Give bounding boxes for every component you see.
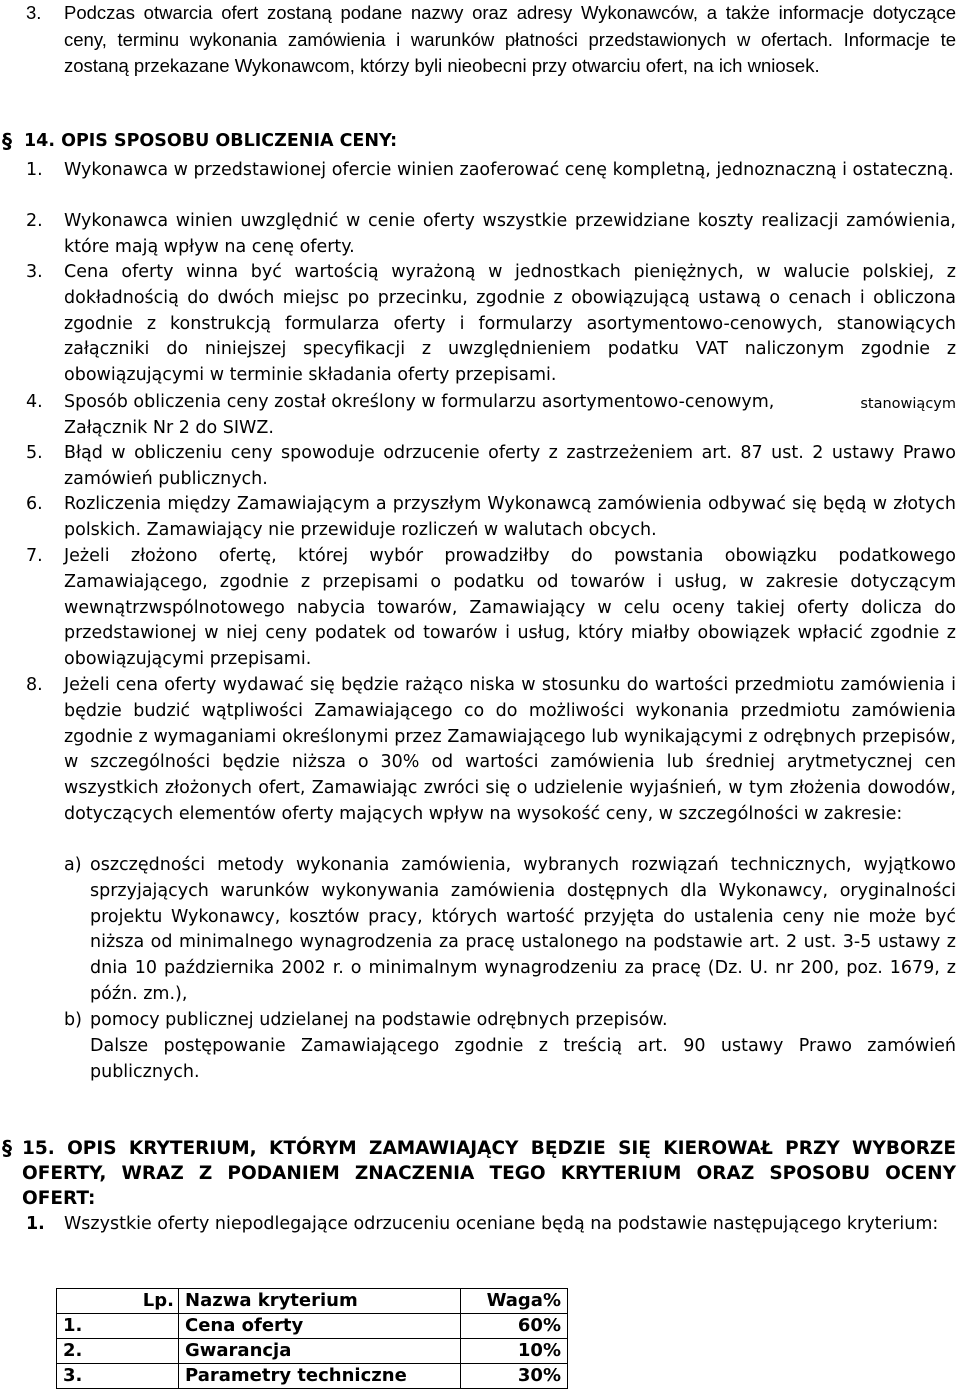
- sub-item-text: oszczędności metody wykonania zamówienia, wybranych rozwiązań technicznych, wyjątkowo sprzyjających warunków wykonywania zamówienia dostępnych dla Wykonawcy, oryginalności projektu Wykonawcy, kosztów pracy, których wartość przyjęta do ustalenia ceny nie może być niższa od minimalnego wynagrodzenia za pracę ustalonego na podstawie art. 2 ust. 3-5 ustawy z dnia 10 października 2002 r. o minimalnym wynagrodzeniu za pracę (Dz. U. nr 200, poz. 1679, z późn. zm.),: [90, 855, 956, 1004]
- sub-item-text: pomocy publicznej udzielanej na podstawie odrębnych przepisów.: [90, 1010, 668, 1030]
- paragraph-sign: §: [2, 1136, 12, 1160]
- sub-item-letter: a): [64, 855, 82, 875]
- list-number: 3.: [26, 262, 43, 282]
- table-row: [57, 1339, 568, 1364]
- list-text-end: Załącznik Nr 2 do SIWZ.: [64, 417, 274, 438]
- sub-item-letter: b): [64, 1010, 82, 1030]
- list-number: 2.: [26, 211, 43, 231]
- cell-weight: 30%: [461, 1364, 568, 1389]
- cell-lp: 1.: [57, 1314, 179, 1339]
- list-text: Jeżeli cena oferty wydawać się będzie rażąco niska w stosunku do wartości przedmiotu zamówienia i będzie budzić wątpliwości Zamawiającego co do możliwości wykonania przedmiotu zamówienia zgodnie z wymaganiami określonymi przez Zamawiającego lub wynikającymi z odrębnych przepisów, w szczególności będzie niższa o 30% od wartości zamówienia lub średniej arytmetycznej cen wszystkich złożonych ofert, Zamawiając zwróci się o udzielenie wyjaśnień, w tym złożenia dowodów, dotyczących elementów oferty mających wpływ na wysokość ceny, w szczególności w zakresie:: [64, 675, 956, 824]
- header-weight: Waga%: [461, 1289, 568, 1314]
- list-number: 1.: [26, 160, 43, 180]
- list-text: Podczas otwarcia ofert zostaną podane nazwy oraz adresy Wykonawców, a także informacje dotyczące ceny, terminu wykonania zamówienia i warunków płatności przedstawionych w ofertach. Informacje te zostaną przekazane Wykonawcom, którzy byli nieobecni przy otwarciu ofert, na ich wniosek.: [64, 2, 956, 76]
- list-number: 7.: [26, 546, 43, 566]
- cell-lp: 3.: [57, 1364, 179, 1389]
- list-text: Jeżeli złożono ofertę, której wybór prowadziłby do powstania obowiązku podatkowego Zamawiającego, zgodnie z przepisami o podatku od towarów i usług, w zakresie dotyczącym wewnątrzwspólnotowego nabycia towarów, Zamawiający w celu oceny takiej oferty dolicza do przedstawionej w niej ceny podatek od towarów i usług, który miałby obowiązek wpłacić zgodnie z obowiązującymi przepisami.: [64, 546, 956, 670]
- list-text: [64, 390, 956, 442]
- section-title: 14. OPIS SPOSOBU OBLICZENIA CENY:: [24, 131, 398, 151]
- section-title-text: 15. OPIS KRYTERIUM, KTÓRYM ZAMAWIAJĄCY BĘDZIE SIĘ KIEROWAŁ PRZY WYBORZE OFERTY, WRAZ Z PODANIEM ZNACZENIA TEGO KRYTERIUM ORAZ SPOSOBU OCENY OFERT:: [22, 1138, 956, 1209]
- list-text-small: stanowiącym: [860, 396, 956, 412]
- header-lp: Lp.: [57, 1289, 179, 1314]
- paragraph-sign: §: [2, 129, 12, 153]
- cell-name: Gwarancja: [179, 1339, 461, 1364]
- cell-weight: 10%: [461, 1339, 568, 1364]
- header-name: Nazwa kryterium: [179, 1289, 461, 1314]
- table-row: [57, 1314, 568, 1339]
- criteria-table: [56, 1288, 568, 1389]
- list-text: Rozliczenia między Zamawiającym a przyszłym Wykonawcą zamówienia odbywać się będą w złotych polskich. Zamawiający nie przewiduje rozliczeń w walutach obcych.: [64, 494, 956, 540]
- list-text: Wykonawca w przedstawionej ofercie winien zaoferować cenę kompletną, jednoznaczną i ostateczną.: [64, 160, 954, 180]
- list-number: 3.: [26, 2, 42, 23]
- list-number: 5.: [26, 443, 43, 463]
- table-row: [57, 1364, 568, 1389]
- list-text: Wszystkie oferty niepodlegające odrzuceniu oceniane będą na podstawie następującego kryterium:: [64, 1214, 939, 1234]
- list-text-main: Sposób obliczenia ceny został określony w formularzu asortymentowo-cenowym,: [64, 392, 775, 412]
- section-title: [22, 1136, 956, 1211]
- cell-lp: 2.: [57, 1339, 179, 1364]
- list-number: 1.: [26, 1214, 45, 1234]
- cell-name: Cena oferty: [179, 1314, 461, 1339]
- cell-name: Parametry techniczne: [179, 1364, 461, 1389]
- list-number: 6.: [26, 494, 43, 514]
- list-text: Wykonawca winien uwzględnić w cenie oferty wszystkie przewidziane koszty realizacji zamówienia, które mają wpływ na cenę oferty.: [64, 211, 956, 257]
- closing-text: Dalsze postępowanie Zamawiającego zgodnie z treścią art. 90 ustawy Prawo zamówień publicznych.: [90, 1036, 956, 1082]
- list-text: Błąd w obliczeniu ceny spowoduje odrzucenie oferty z zastrzeżeniem art. 87 ust. 2 ustawy Prawo zamówień publicznych.: [64, 443, 956, 489]
- cell-weight: 60%: [461, 1314, 568, 1339]
- table-header-row: [57, 1289, 568, 1314]
- list-number: 4.: [26, 392, 43, 412]
- list-number: 8.: [26, 675, 43, 695]
- list-text: Cena oferty winna być wartością wyrażoną w jednostkach pieniężnych, w walucie polskiej, z dokładnością do dwóch miejsc po przecinku, zgodnie z obowiązującą ustawą o cenach i obliczona zgodnie z konstrukcją formularza oferty i formularzy asortymentowo-cenowych, stanowiących załączniki do niniejszej specyfikacji z uwzględnieniem podatku VAT naliczonym zgodnie z obowiązującymi w terminie składania oferty przepisami.: [64, 262, 956, 386]
